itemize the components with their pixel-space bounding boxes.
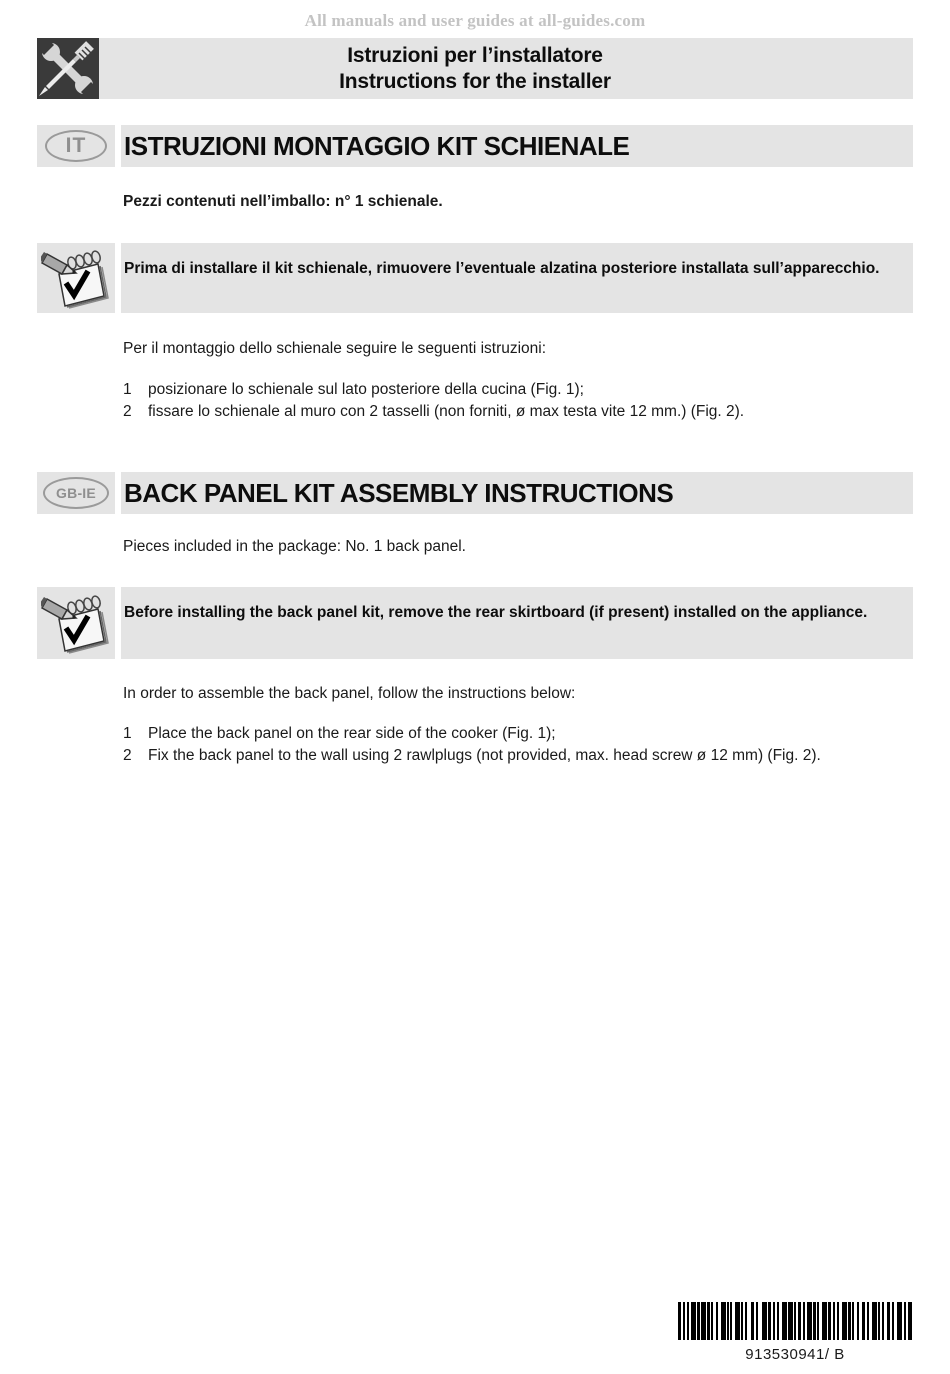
list-item [123,745,915,767]
language-badge-it: IT [45,130,107,162]
language-badge-gb: GB-IE [43,477,109,509]
intro-text-gb: In order to assemble the back panel, follow the instructions below: [123,685,576,702]
section-header-gb [37,472,913,514]
barcode [678,1302,912,1363]
header-title-italian: Istruzioni per l’installatore [347,43,603,67]
barcode-text: 913530941/ B [745,1346,845,1363]
note-text-gb: Before installing the back panel kit, remove the rear skirtboard (if present) installed on the appliance. [121,587,913,659]
barcode-bars [678,1302,912,1340]
steps-list-gb [123,723,915,767]
page-header [37,38,913,99]
list-item [123,379,915,401]
notepad-check-icon [37,587,115,659]
steps-list-it [123,379,915,423]
step-number: 2 [123,403,132,420]
package-contents-it: Pezzi contenuti nell’imballo: n° 1 schienale. [123,193,443,210]
watermark-text: All manuals and user guides at all-guides.com [304,11,646,30]
step-number: 2 [123,747,132,764]
note-box-gb [37,587,913,659]
step-number: 1 [123,725,132,742]
list-item [123,401,915,423]
section-title-gb: BACK PANEL KIT ASSEMBLY INSTRUCTIONS [121,472,913,514]
section-header-it [37,125,913,167]
step-text: Place the back panel on the rear side of the cooker (Fig. 1); [148,725,556,742]
step-text: posizionare lo schienale sul lato posteriore della cucina (Fig. 1); [148,381,584,398]
step-number: 1 [123,381,132,398]
language-badge-block-it [37,125,115,167]
language-badge-block-gb [37,472,115,514]
note-text-it: Prima di installare il kit schienale, rimuovere l’eventuale alzatina posteriore installata sull’apparecchio. [121,243,913,313]
step-text: fissare lo schienale al muro con 2 tasselli (non forniti, ø max testa vite 12 mm.) (Fig. 2). [148,403,745,420]
step-text: Fix the back panel to the wall using 2 rawlplugs (not provided, max. head screw ø 12 mm) (Fig. 2). [148,747,821,764]
package-contents-gb: Pieces included in the package: No. 1 back panel. [123,538,466,555]
list-item [123,723,915,745]
notepad-check-icon [37,243,115,313]
note-box-it [37,243,913,313]
header-title [37,38,913,99]
header-title-english: Instructions for the installer [339,69,611,93]
section-title-it: ISTRUZIONI MONTAGGIO KIT SCHIENALE [121,125,913,167]
intro-text-it: Per il montaggio dello schienale seguire le seguenti istruzioni: [123,340,547,357]
